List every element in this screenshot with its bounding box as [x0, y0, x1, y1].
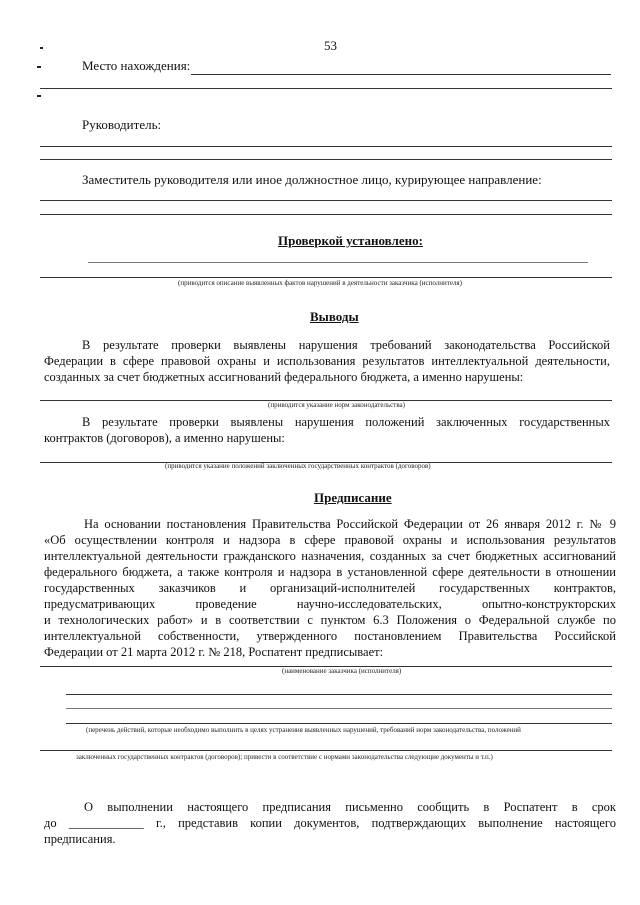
location-line	[191, 74, 611, 75]
text-line: федерального бюджета, а также контроля и надзора в установленной сфере деятельности в отношении	[44, 565, 616, 579]
text-line: «Об осуществлении контроля и надзора в сфере правовой охраны и использования результатов	[44, 533, 616, 547]
prescription-heading: Предписание	[314, 490, 392, 505]
head-line	[40, 159, 612, 160]
text-line: до ____________ г., представив копии документов, подтверждающих выполнение настоящего	[44, 816, 616, 830]
prescription-caption-actions-1: (перечень действий, которые необходимо выполнить в целях устранения выявленных нарушений, требований норм законодательства, положений	[86, 726, 521, 734]
deputy-line	[40, 214, 612, 215]
conclusions-heading: Выводы	[310, 309, 359, 324]
prescription-line	[40, 750, 612, 751]
prescription-line	[66, 708, 612, 709]
text-line: интеллектуальной деятельности гражданского назначения, созданных за счет бюджетных ассигнований	[44, 549, 616, 563]
location-label: Место нахождения:	[82, 58, 191, 73]
conclusions-paragraph-2	[44, 414, 610, 446]
closing-paragraph	[44, 799, 616, 847]
location-line	[40, 88, 612, 89]
inspection-heading: Проверкой установлено:	[278, 233, 423, 248]
text-line: предписания.	[44, 832, 116, 846]
inspection-line	[88, 262, 588, 263]
prescription-line	[66, 723, 612, 724]
head-label: Руководитель:	[82, 117, 162, 132]
head-line	[40, 146, 612, 147]
prescription-line	[66, 694, 612, 695]
prescription-paragraph	[44, 516, 616, 660]
text-line: государственных заказчиков и организаций-исполнителей государственных контрактов,	[44, 581, 616, 595]
deputy-line	[40, 200, 612, 201]
margin-mark	[37, 66, 41, 68]
prescription-caption-name: (наименование заказчика (исполнителя)	[282, 667, 402, 675]
text-line: В результате проверки выявлены нарушения требований законодательства Российской	[82, 338, 610, 352]
text-line: Федерации в сфере правовой охраны и использования результатов интеллектуальной деятельности,	[44, 354, 610, 368]
text-line: Федерации от 21 марта 2012 г. № 218, Роспатент предписывает:	[44, 645, 384, 659]
text-line: предусматривающих проведение научно-исследовательских, опытно-конструкторских	[44, 597, 616, 611]
conclusions-caption-1: (приводится указание норм законодательства)	[268, 401, 405, 409]
text-line: На основании постановления Правительства Российской Федерации от 26 января 2012 г. № 9	[84, 517, 616, 531]
conclusions-paragraph-1	[44, 337, 610, 385]
page-number: 53	[324, 38, 337, 53]
text-line: О выполнении настоящего предписания письменно сообщить в Роспатент в срок	[84, 800, 616, 814]
text-line: контрактов (договоров), а именно нарушены:	[44, 431, 285, 445]
prescription-caption-actions-2: заключенных государственных контрактов (договоров); привести в соответствие с нормами законодательства следующие документы и т.п.)	[76, 753, 493, 761]
text-line: интеллектуальной собственности, утвержденного постановлением Правительства Российской	[44, 629, 616, 643]
inspection-line	[40, 277, 612, 278]
text-line: В результате проверки выявлены нарушения положений заключенных государственных	[82, 415, 610, 429]
conclusions-caption-2: (приводится указание положений заключенных государственных контрактов (договоров)	[165, 462, 431, 470]
inspection-caption: (приводится описание выявленных фактов нарушений в деятельности заказчика (исполнителя)	[178, 279, 462, 287]
text-line: и технологических работ» и в соответствии с пунктом 6.3 Положения о Федеральной службе по	[44, 613, 616, 627]
deputy-label: Заместитель руководителя или иное должностное лицо, курирующее направление:	[82, 172, 542, 187]
margin-mark	[40, 47, 43, 49]
margin-mark	[37, 95, 41, 97]
text-line: созданных за счет бюджетных ассигнований федерального бюджета, а именно нарушены:	[44, 370, 524, 384]
